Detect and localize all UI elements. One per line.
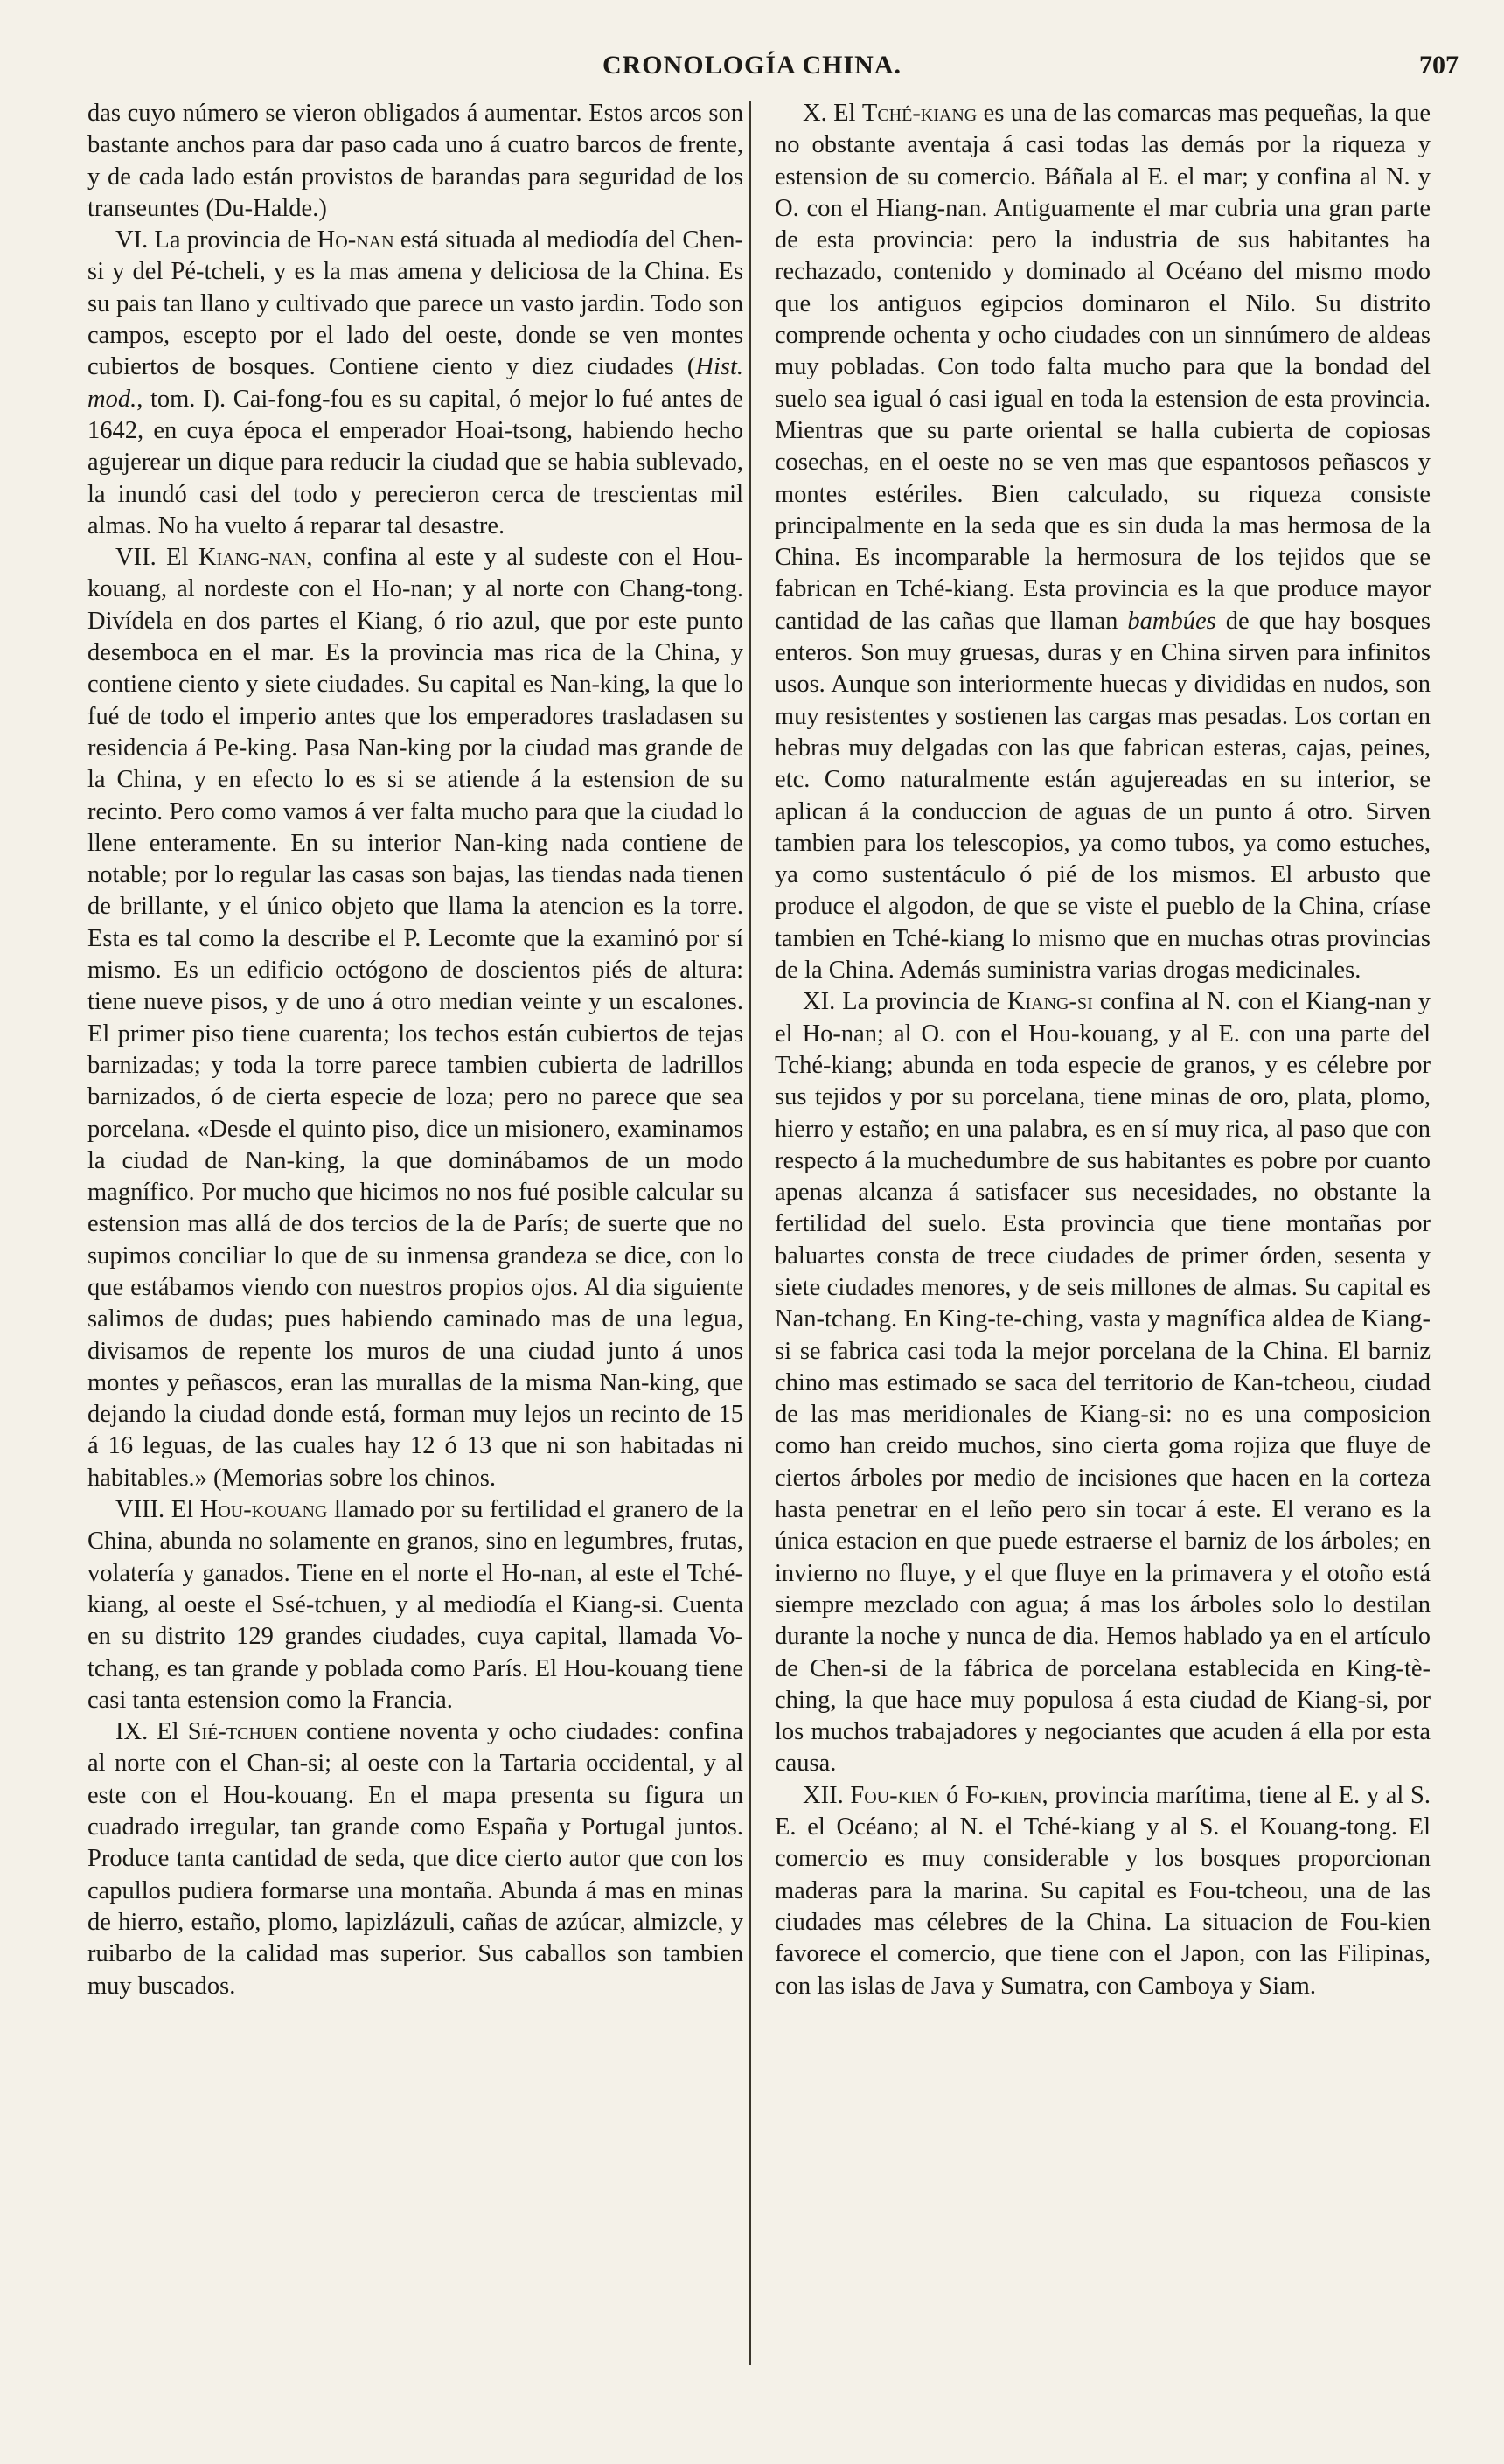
text-run: IX. El	[115, 1718, 188, 1746]
citation: Hist. mod.	[87, 353, 743, 413]
text-run: contiene noventa y ocho ciudades: confina al norte con el Chan-si; al oeste con la Tartaria occidental, y al este con el Hou-kouang. En el mapa presenta su figura un cuadrado irregular, tan grande como España y Portugal juntos. Produce tanta cantidad de seda, que dice cierto autor que con los capullos pudiera formarse una montaña. Abunda á mas en minas de hierro, estaño, plomo, lapizlázuli, cañas de azúcar, almizcle, y ruibarbo de la calidad mas superior. Sus caballos son tambien muy buscados.	[87, 1718, 743, 2000]
paragraph-kiang-nan	[87, 542, 743, 1494]
text-run: de que hay bosques enteros. Son muy gruesas, duras y en China sirven para infinitos usos. Aunque son interiormente huecas y divididas en nudos, son muy resistentes y sostienen las cargas mas pesadas. Los cortan en hebras muy delgadas con las que fabrican esteras, cajas, peines, etc. Como naturalmente están agujereadas en su interior, se aplican á la conduccion de aguas de un punto á otro. Sirven tambien para los telescopios, ya como tubos, ya como estuches, ya como sustentáculo ó pié de los mismos. El arbusto que produce el algodon, de que se viste el pueblo de la China, críase tambien en Tché-kiang lo mismo que en muchas otras provincias de la China. Además suministra varias drogas medicinales.	[775, 607, 1431, 985]
province-name: Fo-kien	[964, 1781, 1042, 1809]
text-run: VII. El	[115, 544, 198, 572]
text-run: , confina al este y al sudeste con el Hou-kouang, al nordeste con el Ho-nan; y al norte con Chang-tong. Divídela en dos partes el Kiang, ó rio azul, que por este punto desemboca en el mar. Es la provincia mas rica de la China, y contiene ciento y siete ciudades. Su capital es Nan-king, la que lo fué de todo el imperio antes que los emperadores trasladasen su residencia á Pe-king. Pasa Nan-king por la ciudad mas grande de la China, y en efecto lo es si se atiende á la estension de su recinto. Pero como vamos á ver falta mucho para que la ciudad lo llene enteramente. En su interior Nan-king nada contiene de notable; por lo regular las casas son bajas, las tiendas nada tienen de brillante, y el único objeto que llama la atencion es la torre. Esta es tal como la describe el P. Lecomte que la examinó por sí mismo. Es un edificio octógono de doscientos piés de altura: tiene nueve pisos, y de uno á otro median veinte y un escalones. El primer piso tiene cuarenta; los techos están cubiertos de tejas barnizadas; y toda la torre parece tambien cubierta de ladrillos barnizados, ó de cierta especie de loza; pero no parece que sea porcelana. «Desde el quinto piso, dice un misionero, examinamos la ciudad de Nan-king, la que dominábamos de un modo magnífico. Por mucho que hicimos no nos fué posible calcular su estension mas allá de dos tercios de la de París; de suerte que no supimos conciliar lo que de su inmensa grandeza se dice, con lo que estábamos viendo con nuestros propios ojos. Al dia siguiente salimos de dudas; pues habiendo caminado mas de una legua, divisamos de repente los muros de una ciudad junto á unos montes y peñascos, eran las murallas de la misma Nan-king, que dejando la ciudad donde está, forman muy lejos un recinto de 15 á 16 leguas, de las cuales hay 12 ó 13 que ni son habitadas ni habitables.» (Memorias sobre los chinos.	[87, 544, 744, 1492]
text-run: ó	[939, 1781, 965, 1809]
text-run: es una de las comarcas mas pequeñas, la que no obstante aventaja á casi todas las demás por la riqueza y estension de su comercio. Báñala al E. el mar; y confina al N. y O. con el Hiang-nan. Antiguamente el mar cubria una gran parte de esta provincia: pero la industria de sus habitantes ha rechazado, contenido y dominado al Océano del mismo modo que los antiguos egipcios dominaron el Nilo. Su distrito comprende ochenta y ocho ciudades con un sinnúmero de aldeas muy pobladas. Con todo falta mucho para que la bondad del suelo sea igual ó casi igual en toda la estension de esta provincia. Mientras que su parte oriental se halla cubierta de copiosas cosechas, en el oeste no se ven mas que espantosos peñascos y montes estériles. Bien calculado, su riqueza consiste principalmente en la seda que es sin duda la mas hermosa de la China. Es incomparable la hermosura de los tejidos que se fabrican en Tché-kiang. Esta provincia es la que produce mayor cantidad de las cañas que llaman	[775, 100, 1431, 635]
right-column	[775, 98, 1431, 2002]
text-run: X. El	[803, 100, 862, 127]
province-name: Kiang-nan	[198, 544, 307, 572]
province-name: Sié-tchuen	[187, 1718, 298, 1746]
page-header	[0, 51, 1504, 103]
paragraph-hou-kouang	[87, 1494, 743, 1716]
text-run: XI. La provincia de	[803, 988, 1007, 1016]
paragraph-sie-tchuen	[87, 1716, 743, 2002]
paragraph-tche-kiang	[775, 98, 1431, 986]
paragraph-ho-nan	[87, 225, 743, 542]
text-run: llamado por su fertilidad el granero de la China, abunda no solamente en granos, sino en legumbres, frutas, volatería y ganados. Tiene en el norte el Ho-nan, al este el Tché-kiang, al oeste el Ssé-tchuen, y al mediodía el Kiang-si. Cuenta en su distrito 129 grandes ciudades, cuya capital, llamada Vo-tchang, es tan grande y poblada como París. El Hou-kouang tiene casi tanta estension como la Francia.	[87, 1496, 743, 1714]
text-run: está situada al mediodía del Chen-si y del Pé-tcheli, y es la mas amena y deliciosa de la China. Es su pais tan llano y cultivado que parece un vasto jardin. Todo son campos, escepto por el lado del oeste, donde se ven montes cubiertos de bosques. Contiene ciento y diez ciudades (	[87, 226, 743, 381]
province-name: Hou-kouang	[199, 1496, 328, 1524]
left-column	[87, 98, 743, 2002]
paragraph-fou-kien	[775, 1780, 1431, 2002]
text-run: XII.	[803, 1781, 851, 1809]
text-run: , provincia marítima, tiene al E. y al S. E. el Océano; al N. el Tché-kiang y al S. el Kouang-tong. El comercio es muy considerable y los bosques proporcionan maderas para la marina. Su capital es Fou-tcheou, una de las ciudades mas célebres de la China. La situacion de Fou-kien favorece el comercio, que tiene con el Japon, con las Filipinas, con las islas de Java y Sumatra, con Camboya y Siam.	[775, 1781, 1431, 2000]
province-name: Kiang-si	[1006, 988, 1093, 1016]
text-run: confina al N. con el Kiang-nan y el Ho-nan; al O. con el Hou-kouang, y al E. con una parte del Tché-kiang; abunda en toda especie de granos, y es célebre por sus tejidos y por su porcelana, tiene minas de oro, plata, plomo, hierro y estaño; en una palabra, es en sí muy rica, al paso que con respecto á la muchedumbre de sus habitantes es pobre por cuanto apenas alcanza á satisfacer sus necesidades, no obstante la fertilidad del suelo. Esta provincia que tiene montañas por baluartes consta de trece ciudades de primer órden, sesenta y siete ciudades menores, y de seis millones de almas. Su capital es Nan-tchang. En King-te-ching, vasta y magnífica aldea de Kiang-si se fabrica casi toda la mejor porcelana de la China. El barniz chino mas estimado se saca del territorio de Kan-tcheou, ciudad de las mas meridionales de Kiang-si: no es una composicion como han creido muchos, sino cierta goma rojiza que fluye de ciertos árboles por medio de incisiones que hacen en la corteza hasta penetrar en el leño pero sin tocar á este. El verano es la única estacion en que puede estraerse el barniz de los árboles; en invierno no fluye, y el que fluye en la primavera y el otoño está siempre mezclado con agua; á mas los árboles solo lo destilan durante la noche y nunca de dia. Hemos hablado ya en el artículo de Chen-si de la fábrica de porcelana establecida en King-tè-ching, la que hace muy populosa á esta ciudad de Kiang-si, por los muchos trabajadores y negociantes que acuden á ella por esta causa.	[775, 988, 1431, 1778]
text-run: , tom. I). Cai-fong-fou es su capital, ó mejor lo fué antes de 1642, en cuya época el emperador Hoai-tsong, habiendo hecho agujerear un dique para reducir la ciudad que se habia sublevado, la inundó casi del todo y perecieron cerca de trescientas mil almas. No ha vuelto á reparar tal desastre.	[87, 385, 743, 539]
province-name: Fou-kien	[850, 1781, 940, 1809]
province-name: Ho-nan	[317, 226, 394, 254]
text-run: VIII. El	[115, 1496, 200, 1524]
paragraph-kiang-si	[775, 986, 1431, 1779]
page-number: 707	[1419, 51, 1459, 80]
province-name: Tché-kiang	[861, 100, 978, 127]
text-run: VI. La provincia de	[115, 226, 317, 254]
running-head: CRONOLOGÍA CHINA.	[602, 51, 902, 80]
column-divider	[749, 101, 751, 2365]
paragraph-continuation: das cuyo número se vieron obligados á aumentar. Estos arcos son bastante anchos para dar paso cada uno á cuatro barcos de frente, y de cada lado están provistos de barandas para seguridad de los transeuntes (Du-Halde.)	[87, 100, 743, 222]
italic-term: bambúes	[1127, 607, 1216, 635]
